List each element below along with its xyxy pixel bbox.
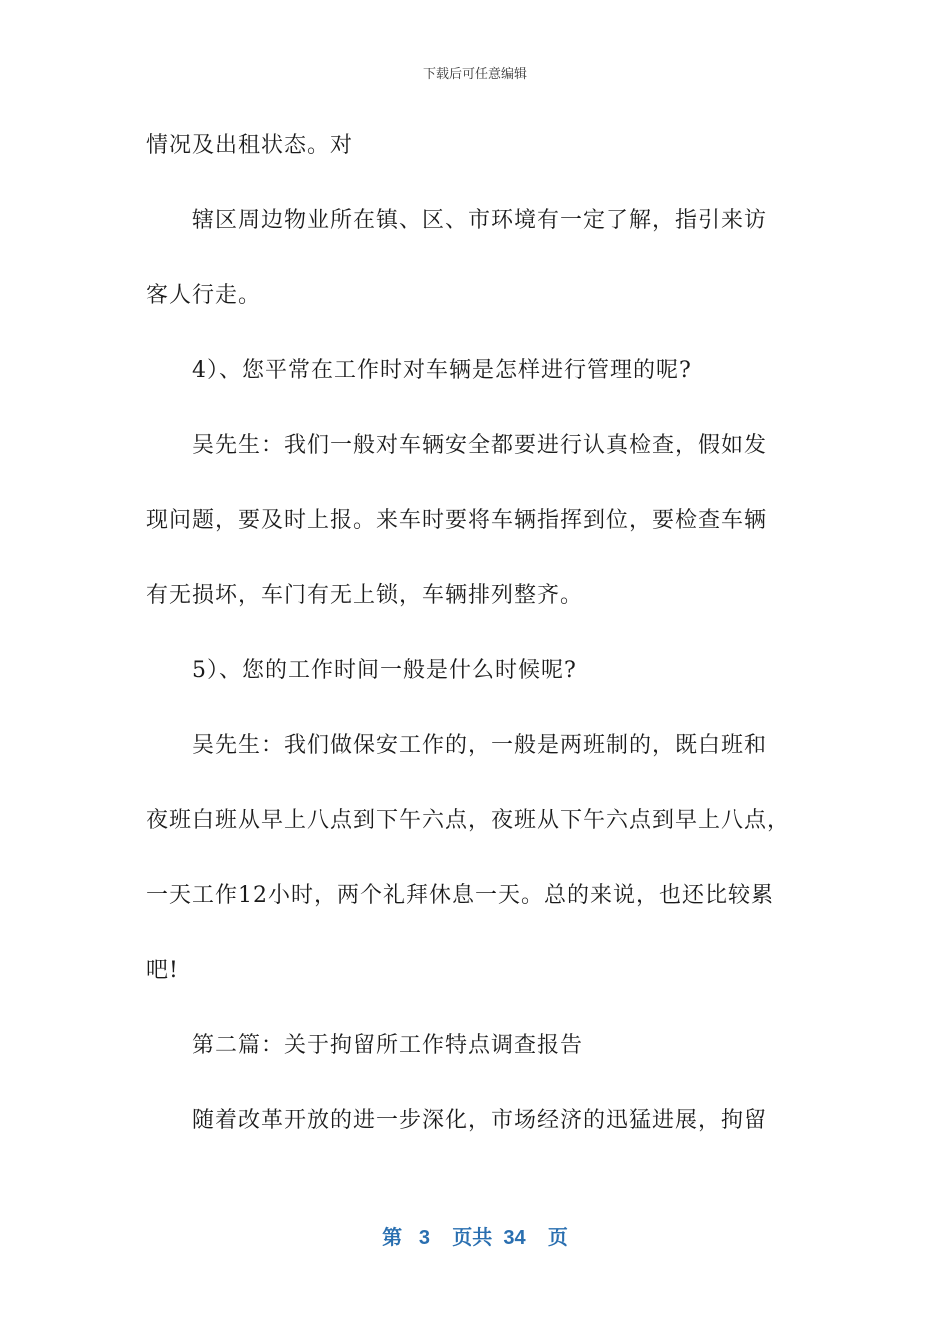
text-line: 情况及出租状态。对 xyxy=(146,133,354,158)
text-line: 夜班白班从早上八点到下午六点，夜班从下午六点到早上八点， xyxy=(146,808,791,833)
text-line: 吴先生：我们一般对车辆安全都要进行认真检查，假如发 xyxy=(192,433,768,458)
footer-page-number: 3 xyxy=(418,1227,430,1249)
text-line: 有无损坏，车门有无上锁，车辆排列整齐。 xyxy=(146,583,584,608)
footer-suffix: 页 xyxy=(547,1227,568,1249)
text-line: 一天工作12小时，两个礼拜休息一天。总的来说，也还比较累 xyxy=(146,883,774,908)
text-line: 5）、您的工作时间一般是什么时候呢? xyxy=(192,658,577,683)
page-header: 下载后可任意编辑 xyxy=(422,67,527,82)
text-line: 吧! xyxy=(146,958,179,983)
section-heading: 第二篇：关于拘留所工作特点调查报告 xyxy=(192,1033,584,1058)
footer-total-pages: 34 xyxy=(503,1227,526,1249)
text-line: 吴先生：我们做保安工作的，一般是两班制的，既白班和 xyxy=(192,733,768,758)
footer-middle: 页共 xyxy=(452,1227,493,1249)
text-line: 4）、您平常在工作时对车辆是怎样进行管理的呢? xyxy=(192,358,692,383)
text-line: 客人行走。 xyxy=(146,283,262,308)
text-line: 辖区周边物业所在镇、区、市环境有一定了解，指引来访 xyxy=(192,208,768,233)
text-line: 现问题，要及时上报。来车时要将车辆指挥到位，要检查车辆 xyxy=(146,508,768,533)
footer-prefix: 第 xyxy=(382,1227,403,1249)
page-footer xyxy=(0,1224,950,1252)
text-line: 随着改革开放的进一步深化，市场经济的迅猛进展，拘留 xyxy=(192,1108,768,1133)
document-body xyxy=(146,124,806,1174)
